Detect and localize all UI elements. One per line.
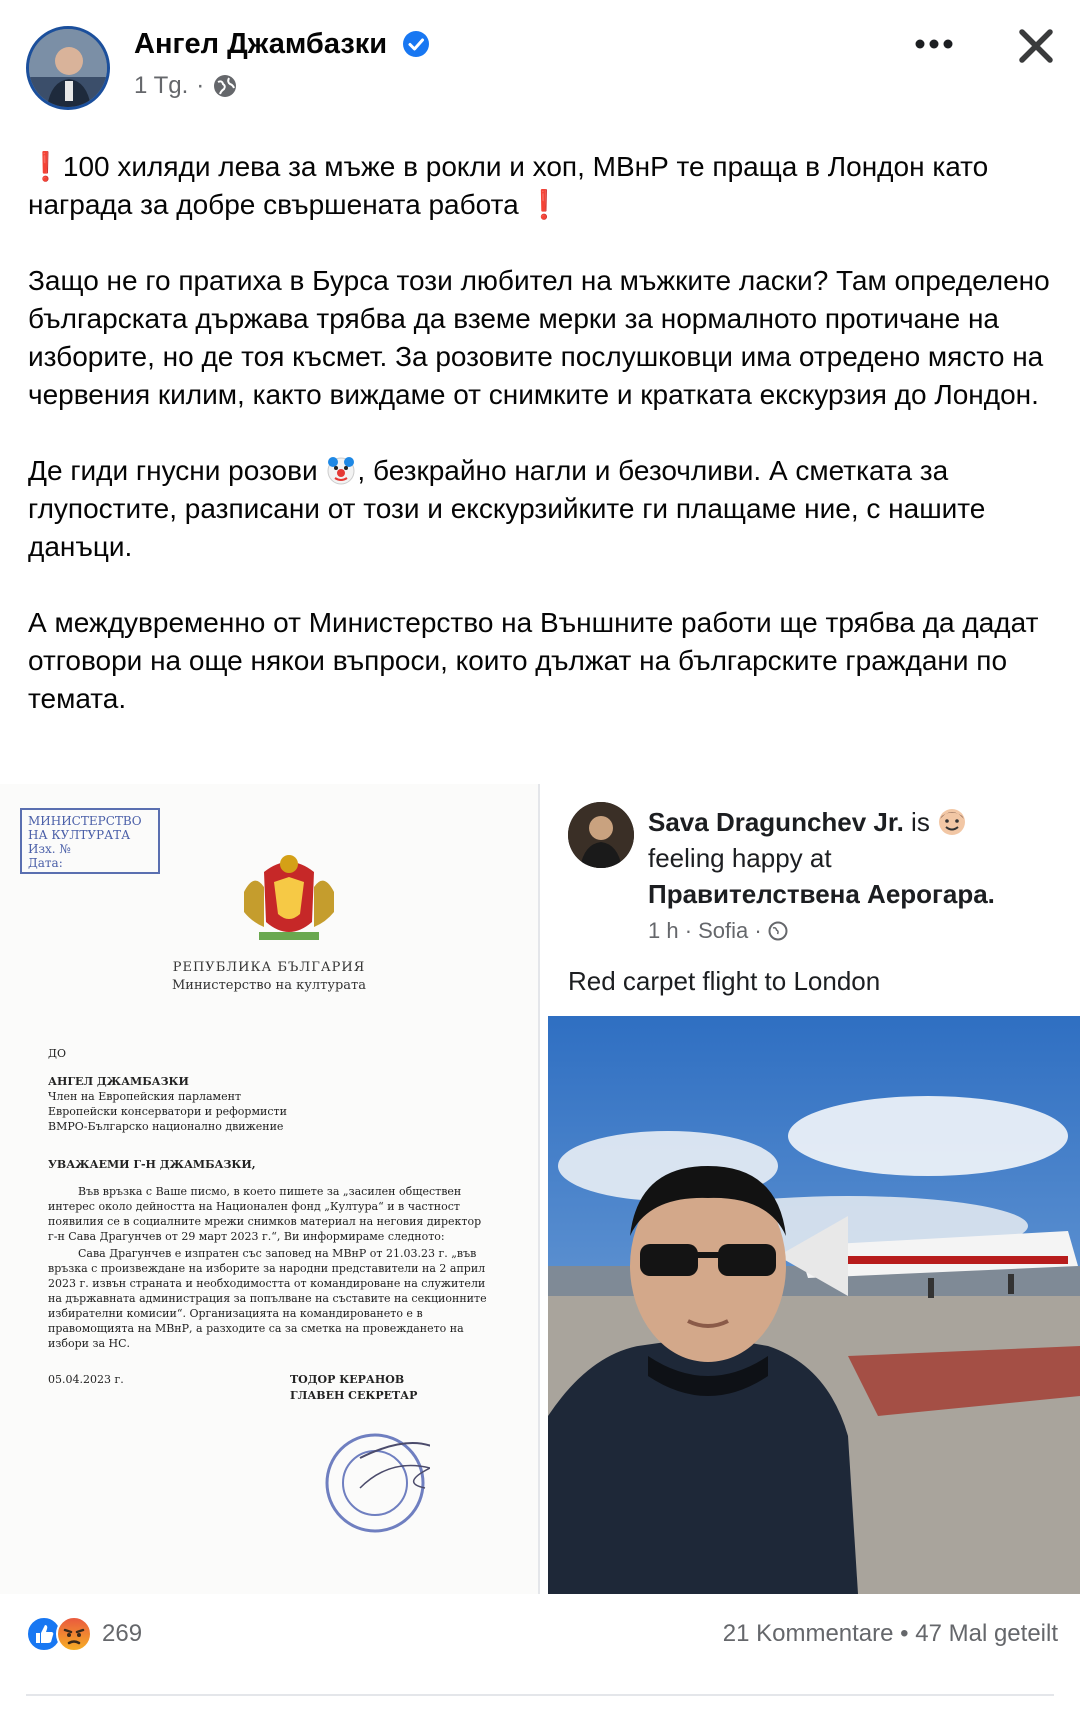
shared-post-caption: Red carpet flight to London xyxy=(568,966,881,996)
shares-count-link[interactable]: 47 Mal geteilt xyxy=(915,1620,1058,1647)
globe-icon xyxy=(212,73,238,99)
meta-separator: · xyxy=(196,72,205,99)
exclamation-emoji-icon: ❗ xyxy=(28,151,63,182)
comments-count-link[interactable]: 21 Kommentare xyxy=(722,1620,894,1647)
letter-signer: ТОДОР КЕРАНОВ xyxy=(290,1373,405,1386)
post-paragraph-2: Защо не го пратиха в Бурса този любител на мъжките ласки? Там определено българската държава трябва да вземе мерки за нормалното протичане на изборите, но де тоя късмет. За розовите послушковци има отредено място на червения килим, както виждаме от снимките и кратката екскурзия до Лондон. xyxy=(28,265,1050,410)
avatar-photo xyxy=(29,29,107,107)
clown-face-emoji-icon xyxy=(325,454,357,486)
republic-heading: РЕПУБЛИКА БЪЛГАРИЯ xyxy=(172,960,366,975)
close-icon[interactable] xyxy=(1014,24,1058,68)
shared-post-meta xyxy=(648,918,788,944)
shared-post-time: 1 h · Sofia · xyxy=(648,918,762,943)
verified-badge-icon xyxy=(402,30,430,58)
post-footer xyxy=(0,1600,1080,1680)
stamp-line: МИНИСТЕРСТВО xyxy=(28,814,142,828)
happy-face-emoji-icon xyxy=(937,807,967,837)
exclamation-emoji-icon: ❗ xyxy=(526,189,562,220)
engagement-stats xyxy=(723,1620,1058,1648)
stats-separator: • xyxy=(900,1620,916,1647)
post-paragraph-4: А междувременно от Министерство на Външните работи ще трябва да дадат отговори на още някои въпроси, които дължат на българските граждани по темата. xyxy=(28,607,1039,714)
letter-recipient-line: ВМРО-Българско национално движение xyxy=(48,1120,284,1133)
letter-date: 05.04.2023 г. xyxy=(48,1373,124,1386)
paragraph-3-text-a: Де гиди гнусни розови xyxy=(28,455,318,486)
registration-stamp xyxy=(20,808,160,874)
reactions-summary[interactable] xyxy=(26,1616,142,1652)
shared-post-screenshot[interactable] xyxy=(540,784,1080,1594)
shared-post-avatar xyxy=(568,802,634,868)
official-seal-icon xyxy=(320,1428,430,1538)
reaction-count: 269 xyxy=(102,1620,143,1647)
letter-recipient-name: АНГЕЛ ДЖАМБАЗКИ xyxy=(48,1075,189,1088)
letter-recipient-line: Европейски консерватори и реформисти xyxy=(48,1105,287,1118)
author-name[interactable]: Ангел Джамбазки xyxy=(134,28,388,60)
letter-salutation: УВАЖАЕМИ Г-Н ДЖАМБАЗКИ, xyxy=(48,1158,256,1171)
post-header xyxy=(0,0,1080,120)
footer-divider xyxy=(26,1694,1054,1696)
shared-post-is: is xyxy=(911,807,930,837)
shared-post-title xyxy=(648,804,1068,912)
post-paragraph-3 xyxy=(28,452,1058,566)
shared-post-author: Sava Dragunchev Jr. xyxy=(648,807,904,837)
coat-of-arms-icon xyxy=(234,842,344,952)
post-body xyxy=(28,148,1058,756)
angry-reaction-icon xyxy=(56,1616,92,1652)
shared-post-place: Правителствена Аерогара. xyxy=(648,879,995,909)
letter-to: ДО xyxy=(48,1047,66,1060)
author-avatar[interactable] xyxy=(26,26,110,110)
letter-body-1: Във връзка с Ваше писмо, в което пишете за „засилен обществен интерес около дейността на Национален фонд „Култура“ и в частност появилия се в социалните мрежи снимков материал на неговия директор г-н Сава Драгунчев от 29 март 2023 г.“, Ви информираме следното: xyxy=(48,1185,482,1243)
post-meta xyxy=(134,72,238,100)
post-media[interactable] xyxy=(0,784,1080,1594)
paragraph-3-text-b: , безкрайно нагли и безочливи. А сметката за глупостите, разписани от този и екскурзийките ги плащаме ние, с нашите данъци. xyxy=(28,455,986,562)
letter-body-2: Сава Драгунчев е изпратен със заповед на МВнР от 21.03.23 г. „във връзка с произвеждане на изборите за народни представители на 2 април 2023 г. извън страната и необходимостта от командироване на служители на държавната администрация за попълване на съставите на секционните избирателни комисии“. Организацията на командироването е в правомощията на МВнР, а разходите са за сметка на провеждането на избори за НС. xyxy=(48,1247,487,1350)
letter-recipient-line: Член на Европейския парламент xyxy=(48,1090,242,1103)
stamp-line: НА КУЛТУРАТА xyxy=(28,828,131,842)
ministry-heading: Министерство на културата xyxy=(172,978,366,993)
letter-document-image[interactable] xyxy=(0,784,540,1594)
more-options-icon[interactable] xyxy=(910,24,958,64)
letter-signer-title: ГЛАВЕН СЕКРЕТАР xyxy=(290,1389,418,1402)
paragraph-1-text: 100 хиляди лева за мъже в рокли и хоп, МВнР те праща в Лондон като награда за добре свършената работа xyxy=(28,151,989,220)
shared-post-feeling: feeling happy at xyxy=(648,843,832,873)
selfie-airport-photo xyxy=(548,1016,1080,1594)
stamp-line: Изх. № xyxy=(28,842,71,856)
post-time[interactable]: 1 Tg. xyxy=(134,72,189,99)
stamp-line: Дата: xyxy=(28,856,63,870)
post-paragraph-1 xyxy=(28,148,1058,224)
globe-icon xyxy=(768,921,788,941)
